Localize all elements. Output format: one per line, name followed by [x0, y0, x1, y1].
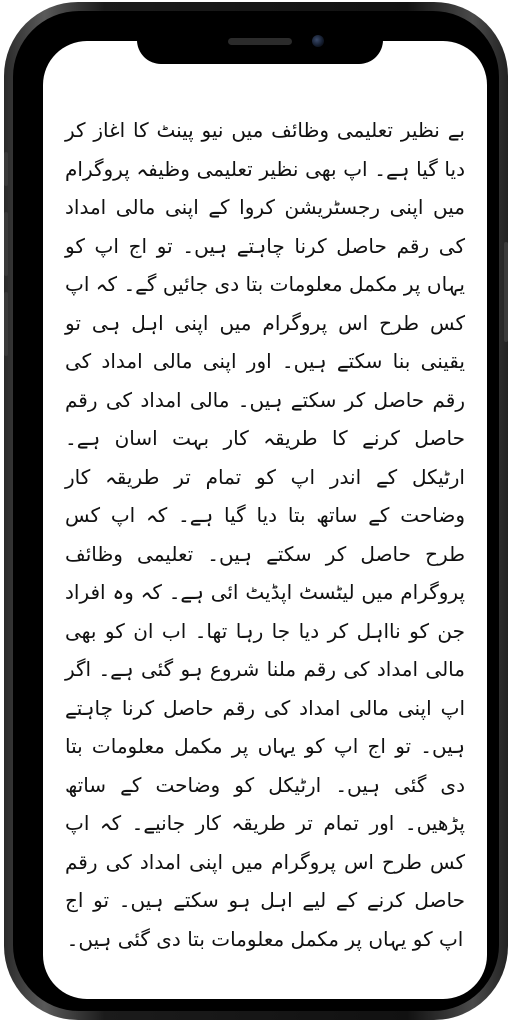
article-text: بے نظیر تعلیمی وظائف میں نیو پینٹ کا اغاز کر دیا گیا ہے۔ اپ بھی نظیر تعلیمی وظیفہ پروگرام میں اپنی رجسٹریشن کروا کے اپنی مالی امداد کی رقم حاصل کرنا چاہتے ہیں۔ تو اج اپ کو یہاں پر مکمل معلومات بتا دی جائیں گے۔ کہ اپ کس طرح اس پروگرام میں اپنی اہل ہی تو یقینی بنا سکتے ہیں۔ اور اپنی مالی امداد کی رقم حاصل کر سکتے ہیں۔ مالی امداد کی رقم حاصل کرنے کا طریقہ کار بہت اسان ہے۔ ارٹیکل کے اندر اپ کو تمام تر طریقہ کار وضاحت کے ساتھ بتا دیا گیا ہے۔ کہ اپ کس طرح حاصل کر سکتے ہیں۔ تعلیمی وظائف پروگرام میں لیٹسٹ اپڈیٹ ائی ہے۔ کہ وہ افراد جن کو نااہل کر دیا جا رہا تھا۔ اب ان کو بھی مالی امداد کی رقم ملنا شروع ہو گئی ہے۔ اگر اپ اپنی مالی امداد کی رقم حاصل کرنا چاہتے ہیں۔ تو اج اپ کو یہاں پر مکمل معلومات بتا دی گئی ہیں۔ ارٹیکل کو وضاحت کے ساتھ پڑھیں۔ اور تمام تر طریقہ کار جانیے۔ کہ اپ کس طرح اس پروگرام میں اپنی امداد کی رقم حاصل کرنے کے لیے اہل ہو سکتے ہیں۔ تو اج اپ کو یہاں پر مکمل معلومات بتا دی گئی ہیں۔ — [65, 118, 465, 951]
volume-down-button — [4, 292, 8, 356]
phone-frame — [4, 2, 508, 1020]
front-camera-icon — [312, 35, 324, 47]
phone-bezel — [13, 11, 499, 1011]
phone-notch — [137, 28, 383, 64]
speaker-grille — [228, 38, 292, 45]
power-button — [504, 242, 508, 342]
volume-up-button — [4, 212, 8, 276]
mute-switch — [4, 152, 8, 186]
phone-screen — [43, 41, 487, 999]
